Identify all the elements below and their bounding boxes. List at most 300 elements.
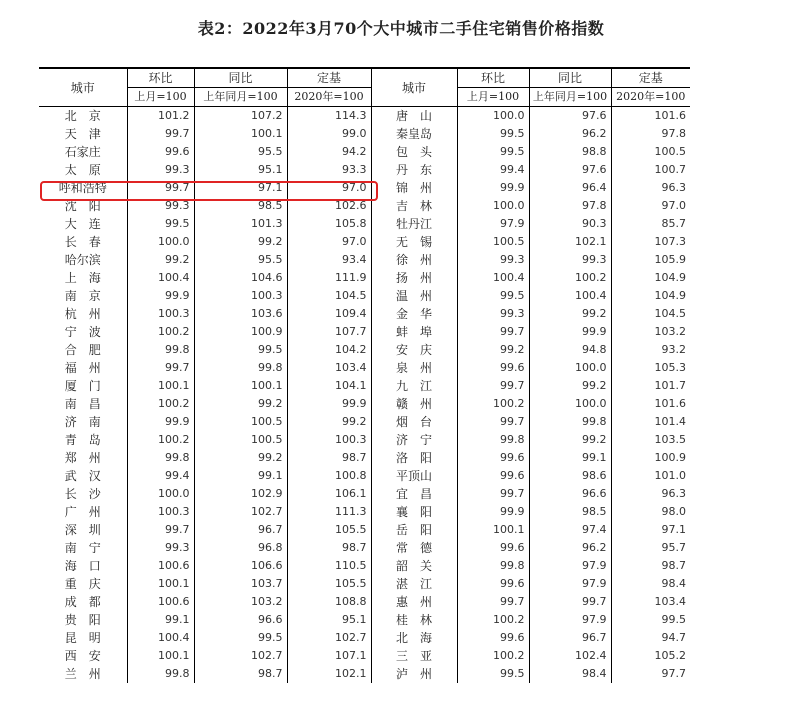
cell-mom-right: 99.7 <box>457 377 529 395</box>
cell-city-right: 蚌 埠 <box>371 323 457 341</box>
cell-fixed-right: 105.2 <box>611 647 690 665</box>
cell-fixed-left: 105.5 <box>287 575 371 593</box>
cell-yoy-left: 99.2 <box>194 395 287 413</box>
cell-mom-left: 99.2 <box>127 251 194 269</box>
cell-fixed-left: 102.1 <box>287 665 371 683</box>
cell-yoy-left: 100.5 <box>194 413 287 431</box>
cell-fixed-left: 111.9 <box>287 269 371 287</box>
header-fixed-sub-left: 2020年=100 <box>287 88 371 107</box>
cell-city-right: 唐 山 <box>371 107 457 126</box>
cell-fixed-right: 98.0 <box>611 503 690 521</box>
cell-city-left: 成 都 <box>64 595 101 609</box>
cell-fixed-left: 105.8 <box>287 215 371 233</box>
cell-city-left: 武 汉 <box>64 469 101 483</box>
cell-city-left: 长 春 <box>64 235 101 249</box>
cell-yoy-right: 99.2 <box>529 377 611 395</box>
cell-city-left: 深 圳 <box>64 523 101 537</box>
cell-city-right: 吉 林 <box>371 197 457 215</box>
cell-yoy-right: 100.4 <box>529 287 611 305</box>
cell-city-right: 常 德 <box>371 539 457 557</box>
cell-fixed-left: 100.8 <box>287 467 371 485</box>
cell-yoy-left: 103.2 <box>194 593 287 611</box>
cell-city-right: 徐 州 <box>371 251 457 269</box>
cell-fixed-left: 107.1 <box>287 647 371 665</box>
cell-city-right: 无 锡 <box>371 233 457 251</box>
cell-fixed-right: 97.8 <box>611 125 690 143</box>
cell-mom-right: 100.2 <box>457 611 529 629</box>
cell-mom-right: 99.6 <box>457 467 529 485</box>
header-city-left: 城市 <box>39 68 127 107</box>
cell-mom-left: 99.7 <box>127 179 194 197</box>
cell-mom-right: 99.4 <box>457 161 529 179</box>
cell-yoy-left: 102.9 <box>194 485 287 503</box>
table-title: 表2：2022年3月70个大中城市二手住宅销售价格指数 <box>197 19 605 38</box>
table-row <box>39 629 690 647</box>
cell-yoy-right: 97.4 <box>529 521 611 539</box>
cell-fixed-right: 104.9 <box>611 269 690 287</box>
table-row <box>39 215 690 233</box>
cell-city-right: 洛 阳 <box>371 449 457 467</box>
cell-yoy-left: 106.6 <box>194 557 287 575</box>
cell-yoy-left: 102.7 <box>194 503 287 521</box>
cell-city-left: 哈尔滨 <box>64 253 101 267</box>
cell-mom-left: 100.4 <box>127 269 194 287</box>
header-city-right: 城市 <box>371 68 457 107</box>
cell-city-left: 石家庄 <box>64 145 101 159</box>
cell-city-right: 三 亚 <box>371 647 457 665</box>
cell-fixed-right: 100.7 <box>611 161 690 179</box>
cell-city-left: 广 州 <box>64 505 101 519</box>
cell-yoy-right: 97.9 <box>529 611 611 629</box>
cell-city-right: 济 宁 <box>371 431 457 449</box>
cell-mom-left: 100.2 <box>127 431 194 449</box>
cell-mom-left: 99.1 <box>127 611 194 629</box>
cell-fixed-right: 101.0 <box>611 467 690 485</box>
cell-city-left: 重 庆 <box>64 577 101 591</box>
cell-mom-right: 99.5 <box>457 287 529 305</box>
table-row <box>39 467 690 485</box>
cell-fixed-right: 100.5 <box>611 143 690 161</box>
cell-city-left: 呼和浩特 <box>58 181 107 195</box>
cell-city-right: 湛 江 <box>371 575 457 593</box>
cell-fixed-right: 101.6 <box>611 107 690 126</box>
table-row <box>39 161 690 179</box>
cell-mom-right: 99.9 <box>457 179 529 197</box>
table-row <box>39 503 690 521</box>
cell-yoy-left: 99.1 <box>194 467 287 485</box>
cell-yoy-left: 101.3 <box>194 215 287 233</box>
cell-mom-right: 99.6 <box>457 449 529 467</box>
cell-yoy-left: 99.5 <box>194 629 287 647</box>
cell-fixed-left: 97.0 <box>287 233 371 251</box>
table-row <box>39 107 690 126</box>
cell-yoy-right: 90.3 <box>529 215 611 233</box>
cell-yoy-right: 98.5 <box>529 503 611 521</box>
cell-yoy-right: 99.8 <box>529 413 611 431</box>
cell-mom-left: 99.7 <box>127 359 194 377</box>
cell-mom-left: 99.5 <box>127 215 194 233</box>
cell-fixed-left: 97.0 <box>287 179 371 197</box>
cell-city-right: 安 庆 <box>371 341 457 359</box>
cell-city-left: 海 口 <box>64 559 101 573</box>
cell-city-right: 温 州 <box>371 287 457 305</box>
cell-mom-right: 100.2 <box>457 395 529 413</box>
cell-yoy-right: 96.2 <box>529 539 611 557</box>
cell-mom-right: 97.9 <box>457 215 529 233</box>
cell-mom-left: 99.3 <box>127 161 194 179</box>
cell-city-left: 郑 州 <box>64 451 101 465</box>
cell-yoy-left: 98.5 <box>194 197 287 215</box>
cell-yoy-left: 104.6 <box>194 269 287 287</box>
cell-mom-left: 100.0 <box>127 485 194 503</box>
table-row <box>39 143 690 161</box>
header-yoy-left: 同比 <box>194 68 287 88</box>
cell-yoy-left: 96.6 <box>194 611 287 629</box>
cell-mom-left: 99.7 <box>127 521 194 539</box>
cell-city-left: 兰 州 <box>64 667 101 681</box>
cell-fixed-left: 98.7 <box>287 539 371 557</box>
cell-fixed-left: 111.3 <box>287 503 371 521</box>
cell-fixed-left: 106.1 <box>287 485 371 503</box>
cell-city-left: 昆 明 <box>64 631 101 645</box>
cell-yoy-left: 98.7 <box>194 665 287 683</box>
cell-yoy-right: 96.7 <box>529 629 611 647</box>
cell-mom-right: 99.7 <box>457 485 529 503</box>
cell-yoy-left: 107.2 <box>194 107 287 126</box>
cell-fixed-right: 100.9 <box>611 449 690 467</box>
cell-mom-right: 99.7 <box>457 593 529 611</box>
cell-city-right: 桂 林 <box>371 611 457 629</box>
header-mom-left: 环比 <box>127 68 194 88</box>
table-row <box>39 575 690 593</box>
cell-fixed-left: 104.2 <box>287 341 371 359</box>
cell-yoy-right: 100.0 <box>529 359 611 377</box>
cell-city-right: 扬 州 <box>371 269 457 287</box>
cell-yoy-left: 97.1 <box>194 179 287 197</box>
cell-fixed-right: 104.5 <box>611 305 690 323</box>
cell-fixed-right: 101.6 <box>611 395 690 413</box>
cell-city-left: 长 沙 <box>64 487 101 501</box>
cell-mom-right: 99.2 <box>457 341 529 359</box>
table-row <box>39 485 690 503</box>
cell-fixed-left: 99.0 <box>287 125 371 143</box>
header-fixed-sub-right: 2020年=100 <box>611 88 690 107</box>
cell-mom-left: 100.6 <box>127 557 194 575</box>
cell-city-right: 韶 关 <box>371 557 457 575</box>
cell-mom-right: 99.5 <box>457 665 529 683</box>
table-row <box>39 359 690 377</box>
cell-city-left: 杭 州 <box>64 307 101 321</box>
cell-yoy-right: 99.1 <box>529 449 611 467</box>
cell-yoy-right: 100.0 <box>529 395 611 413</box>
cell-fixed-right: 94.7 <box>611 629 690 647</box>
cell-yoy-left: 99.2 <box>194 233 287 251</box>
cell-fixed-left: 114.3 <box>287 107 371 126</box>
table-row <box>39 449 690 467</box>
cell-yoy-right: 97.8 <box>529 197 611 215</box>
table-row <box>39 341 690 359</box>
cell-yoy-right: 99.2 <box>529 431 611 449</box>
cell-yoy-right: 97.6 <box>529 161 611 179</box>
cell-fixed-right: 103.2 <box>611 323 690 341</box>
cell-fixed-right: 96.3 <box>611 485 690 503</box>
cell-mom-left: 99.9 <box>127 287 194 305</box>
cell-fixed-right: 95.7 <box>611 539 690 557</box>
cell-city-right: 丹 东 <box>371 161 457 179</box>
cell-yoy-left: 102.7 <box>194 647 287 665</box>
header-fixed-left: 定基 <box>287 68 371 88</box>
cell-yoy-right: 97.6 <box>529 107 611 126</box>
header-mom-sub-right: 上月=100 <box>457 88 529 107</box>
table-row <box>39 611 690 629</box>
cell-fixed-left: 99.2 <box>287 413 371 431</box>
cell-mom-left: 100.6 <box>127 593 194 611</box>
cell-mom-right: 100.0 <box>457 197 529 215</box>
table-row <box>39 665 690 683</box>
cell-fixed-left: 104.1 <box>287 377 371 395</box>
cell-yoy-left: 95.1 <box>194 161 287 179</box>
cell-mom-right: 99.9 <box>457 503 529 521</box>
cell-fixed-left: 105.5 <box>287 521 371 539</box>
cell-fixed-left: 109.4 <box>287 305 371 323</box>
header-yoy-sub-right: 上年同月=100 <box>529 88 611 107</box>
cell-fixed-right: 93.2 <box>611 341 690 359</box>
price-index-table <box>39 67 690 707</box>
cell-fixed-left: 110.5 <box>287 557 371 575</box>
cell-city-left: 大 连 <box>64 217 101 231</box>
cell-yoy-left: 99.8 <box>194 359 287 377</box>
cell-mom-right: 99.6 <box>457 359 529 377</box>
table-row <box>39 557 690 575</box>
cell-yoy-left: 99.2 <box>194 449 287 467</box>
cell-city-right: 惠 州 <box>371 593 457 611</box>
table-row <box>39 197 690 215</box>
cell-yoy-right: 99.7 <box>529 593 611 611</box>
cell-city-left: 太 原 <box>64 163 101 177</box>
cell-fixed-right: 98.4 <box>611 575 690 593</box>
cell-mom-left: 100.0 <box>127 233 194 251</box>
cell-yoy-right: 102.1 <box>529 233 611 251</box>
cell-city-right: 岳 阳 <box>371 521 457 539</box>
cell-mom-left: 100.4 <box>127 629 194 647</box>
cell-fixed-right: 97.0 <box>611 197 690 215</box>
cell-mom-right: 100.0 <box>457 107 529 126</box>
cell-yoy-right: 96.2 <box>529 125 611 143</box>
cell-fixed-right: 97.1 <box>611 521 690 539</box>
header-yoy-right: 同比 <box>529 68 611 88</box>
cell-city-right: 赣 州 <box>371 395 457 413</box>
cell-mom-left: 100.1 <box>127 575 194 593</box>
cell-city-right: 金 华 <box>371 305 457 323</box>
header-mom-right: 环比 <box>457 68 529 88</box>
cell-city-right: 宜 昌 <box>371 485 457 503</box>
cell-mom-right: 100.1 <box>457 521 529 539</box>
cell-mom-right: 100.2 <box>457 647 529 665</box>
table-row <box>39 395 690 413</box>
cell-fixed-left: 104.5 <box>287 287 371 305</box>
cell-fixed-left: 98.7 <box>287 449 371 467</box>
cell-fixed-right: 103.4 <box>611 593 690 611</box>
cell-yoy-left: 100.5 <box>194 431 287 449</box>
cell-city-left: 济 南 <box>64 415 101 429</box>
cell-yoy-left: 99.5 <box>194 341 287 359</box>
cell-mom-left: 100.1 <box>127 377 194 395</box>
cell-city-right: 九 江 <box>371 377 457 395</box>
cell-yoy-right: 98.8 <box>529 143 611 161</box>
cell-mom-right: 99.8 <box>457 431 529 449</box>
table-row <box>39 305 690 323</box>
cell-city-right: 泸 州 <box>371 665 457 683</box>
cell-fixed-left: 100.3 <box>287 431 371 449</box>
cell-mom-left: 99.3 <box>127 539 194 557</box>
cell-mom-left: 99.8 <box>127 341 194 359</box>
cell-fixed-left: 102.7 <box>287 629 371 647</box>
cell-mom-right: 99.5 <box>457 143 529 161</box>
cell-yoy-right: 99.9 <box>529 323 611 341</box>
table-row <box>39 413 690 431</box>
cell-fixed-right: 107.3 <box>611 233 690 251</box>
cell-yoy-right: 97.9 <box>529 575 611 593</box>
cell-fixed-right: 105.9 <box>611 251 690 269</box>
table-row <box>39 593 690 611</box>
table-row <box>39 287 690 305</box>
header-fixed-right: 定基 <box>611 68 690 88</box>
cell-yoy-right: 94.8 <box>529 341 611 359</box>
cell-fixed-left: 102.6 <box>287 197 371 215</box>
cell-yoy-left: 100.3 <box>194 287 287 305</box>
cell-fixed-left: 93.3 <box>287 161 371 179</box>
cell-fixed-left: 95.1 <box>287 611 371 629</box>
cell-city-left: 南 京 <box>64 289 101 303</box>
cell-mom-right: 100.4 <box>457 269 529 287</box>
cell-fixed-left: 108.8 <box>287 593 371 611</box>
cell-yoy-left: 103.6 <box>194 305 287 323</box>
cell-mom-right: 99.5 <box>457 125 529 143</box>
cell-yoy-left: 100.1 <box>194 377 287 395</box>
header-yoy-sub-left: 上年同月=100 <box>194 88 287 107</box>
table-row <box>39 647 690 665</box>
cell-yoy-right: 100.2 <box>529 269 611 287</box>
cell-yoy-left: 100.1 <box>194 125 287 143</box>
cell-city-left: 合 肥 <box>64 343 101 357</box>
cell-mom-left: 99.4 <box>127 467 194 485</box>
table-row <box>39 323 690 341</box>
cell-city-left: 福 州 <box>64 361 101 375</box>
cell-yoy-right: 99.3 <box>529 251 611 269</box>
cell-yoy-left: 103.7 <box>194 575 287 593</box>
cell-city-left: 南 昌 <box>64 397 101 411</box>
cell-city-left: 西 安 <box>64 649 101 663</box>
cell-city-left: 青 岛 <box>64 433 101 447</box>
table-row <box>39 521 690 539</box>
cell-fixed-right: 105.3 <box>611 359 690 377</box>
cell-city-right: 烟 台 <box>371 413 457 431</box>
table-row <box>39 269 690 287</box>
cell-yoy-left: 95.5 <box>194 143 287 161</box>
cell-city-left: 厦 门 <box>64 379 101 393</box>
cell-city-left: 南 宁 <box>64 541 101 555</box>
cell-city-left: 沈 阳 <box>64 199 101 213</box>
cell-fixed-right: 85.7 <box>611 215 690 233</box>
cell-fixed-left: 107.7 <box>287 323 371 341</box>
table-row <box>39 125 690 143</box>
cell-mom-left: 100.2 <box>127 323 194 341</box>
cell-mom-left: 99.6 <box>127 143 194 161</box>
table-row <box>39 431 690 449</box>
cell-mom-right: 99.6 <box>457 575 529 593</box>
cell-mom-left: 101.2 <box>127 107 194 126</box>
table-row <box>39 233 690 251</box>
cell-mom-right: 99.3 <box>457 305 529 323</box>
cell-yoy-right: 96.6 <box>529 485 611 503</box>
cell-fixed-right: 103.5 <box>611 431 690 449</box>
cell-yoy-right: 98.4 <box>529 665 611 683</box>
cell-city-left: 北 京 <box>64 109 101 123</box>
cell-mom-left: 99.3 <box>127 197 194 215</box>
cell-fixed-right: 98.7 <box>611 557 690 575</box>
cell-mom-right: 99.8 <box>457 557 529 575</box>
cell-mom-left: 100.2 <box>127 395 194 413</box>
cell-mom-right: 99.6 <box>457 539 529 557</box>
cell-city-left: 上 海 <box>64 271 101 285</box>
cell-mom-left: 99.8 <box>127 665 194 683</box>
cell-city-left: 天 津 <box>64 127 101 141</box>
cell-fixed-right: 101.7 <box>611 377 690 395</box>
cell-mom-left: 100.1 <box>127 647 194 665</box>
cell-city-right: 锦 州 <box>371 179 457 197</box>
cell-mom-left: 99.9 <box>127 413 194 431</box>
cell-mom-right: 99.6 <box>457 629 529 647</box>
cell-yoy-right: 99.2 <box>529 305 611 323</box>
table-row <box>39 539 690 557</box>
header-mom-sub-left: 上月=100 <box>127 88 194 107</box>
cell-yoy-right: 96.4 <box>529 179 611 197</box>
cell-fixed-right: 96.3 <box>611 179 690 197</box>
cell-fixed-right: 101.4 <box>611 413 690 431</box>
table-row <box>39 179 690 197</box>
cell-city-right: 牡丹江 <box>371 215 457 233</box>
cell-mom-left: 99.7 <box>127 125 194 143</box>
cell-yoy-left: 100.9 <box>194 323 287 341</box>
cell-city-left: 贵 阳 <box>64 613 101 627</box>
cell-city-left: 宁 波 <box>64 325 101 339</box>
cell-fixed-left: 99.9 <box>287 395 371 413</box>
cell-city-right: 泉 州 <box>371 359 457 377</box>
cell-city-right: 包 头 <box>371 143 457 161</box>
cell-mom-right: 99.7 <box>457 413 529 431</box>
cell-city-right: 北 海 <box>371 629 457 647</box>
cell-mom-right: 100.5 <box>457 233 529 251</box>
cell-fixed-left: 94.2 <box>287 143 371 161</box>
cell-mom-right: 99.7 <box>457 323 529 341</box>
cell-mom-left: 99.8 <box>127 449 194 467</box>
cell-fixed-left: 93.4 <box>287 251 371 269</box>
cell-city-right: 平顶山 <box>371 467 457 485</box>
cell-fixed-right: 99.5 <box>611 611 690 629</box>
cell-mom-right: 99.3 <box>457 251 529 269</box>
cell-yoy-left: 96.8 <box>194 539 287 557</box>
cell-mom-left: 100.3 <box>127 503 194 521</box>
cell-city-right: 秦皇岛 <box>371 125 457 143</box>
cell-yoy-right: 98.6 <box>529 467 611 485</box>
cell-mom-left: 100.3 <box>127 305 194 323</box>
cell-yoy-right: 102.4 <box>529 647 611 665</box>
cell-yoy-right: 97.9 <box>529 557 611 575</box>
table-row <box>39 251 690 269</box>
cell-fixed-right: 104.9 <box>611 287 690 305</box>
cell-fixed-right: 97.7 <box>611 665 690 683</box>
cell-yoy-left: 96.7 <box>194 521 287 539</box>
